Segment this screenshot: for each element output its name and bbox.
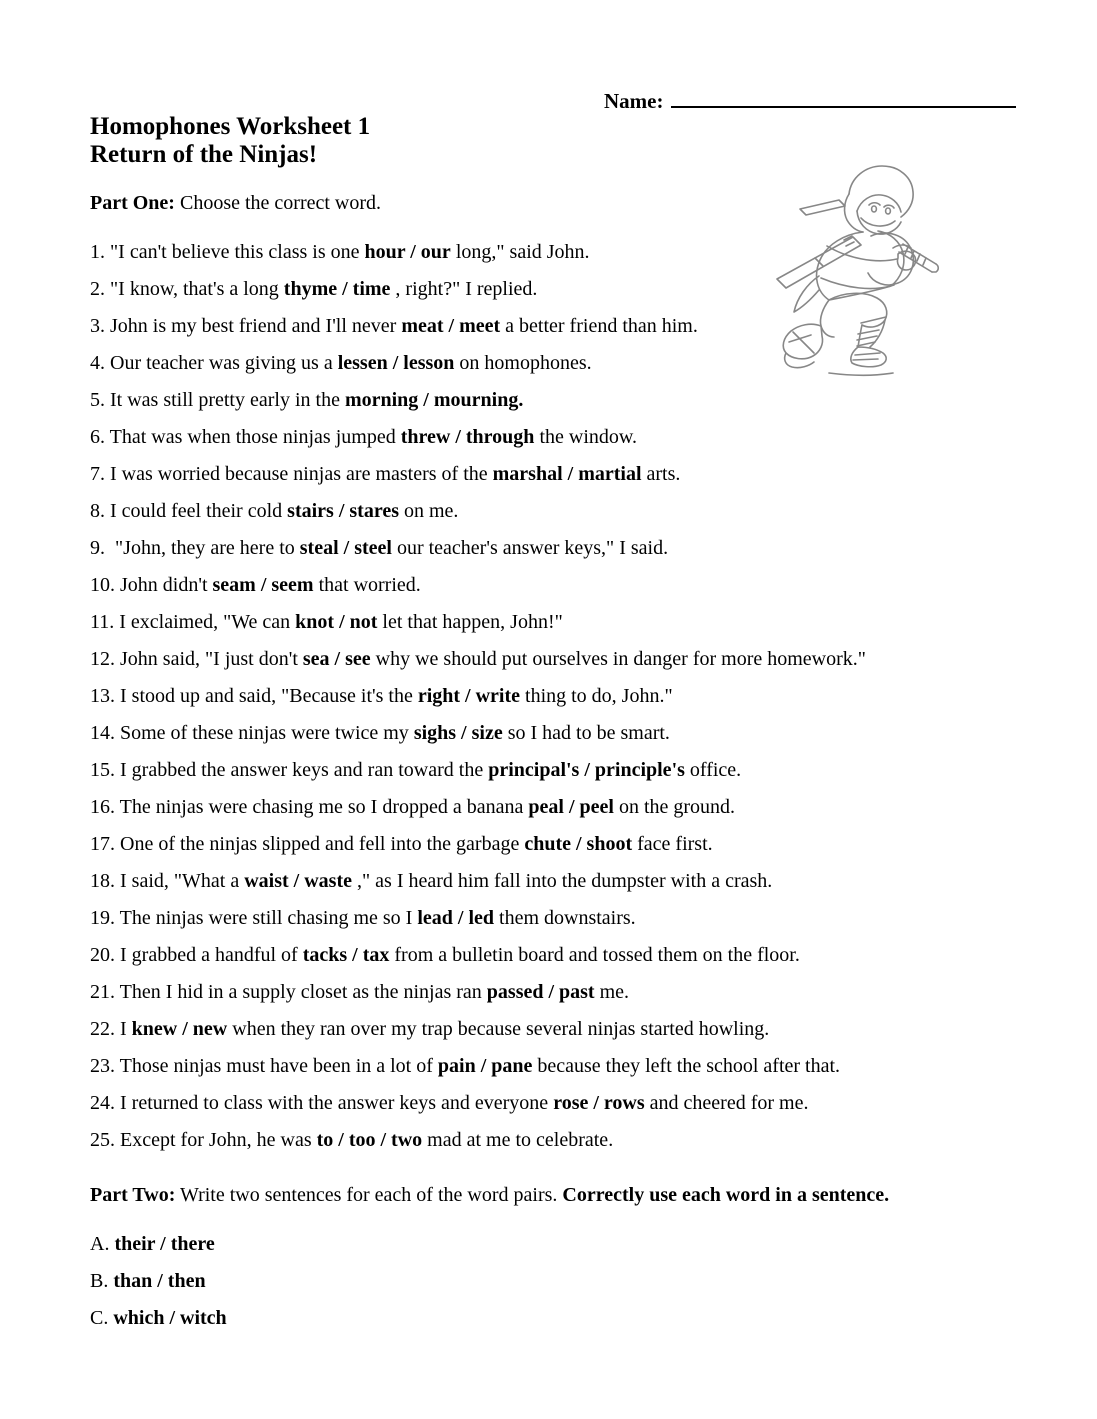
question-25 [90,1128,1017,1153]
word-pair-words: than / then [113,1270,206,1292]
question-text: on me. [399,500,459,522]
homophone-choice: peal / peel [528,796,614,818]
part-two-instructions-bold: Correctly use each word in a sentence. [562,1184,890,1206]
question-text: and cheered for me. [644,1092,809,1114]
question-text: on the ground. [613,796,736,818]
part-two-label: Part Two: [90,1184,176,1206]
homophone-choice: hour / our [364,241,451,263]
question-text: 2. "I know, that's a long [90,278,284,300]
homophone-choice: knew / new [131,1018,228,1040]
part-one-label: Part One: [90,192,175,214]
question-10 [90,573,1017,598]
ninja-clipart-image [773,164,941,378]
question-6 [90,425,1017,450]
name-label: Name: [604,88,664,113]
name-field-row [604,86,1016,114]
word-pair-words: their / there [114,1233,215,1255]
name-blank-line [671,86,1016,108]
homophone-choice: marshal / martial [492,463,642,485]
question-9 [90,536,1017,561]
homophone-choice: knot / not [295,611,378,633]
question-8 [90,499,1017,524]
question-text: 4. Our teacher was giving us a [90,352,338,374]
question-text: mad at me to celebrate. [422,1129,614,1151]
question-text: them downstairs. [494,907,636,929]
homophone-choice: right / write [417,685,521,707]
question-text: 21. Then I hid in a supply closet as the ninjas ran [90,981,487,1003]
question-24 [90,1091,1017,1116]
homophone-choice: rose / rows [553,1092,645,1114]
question-text: 13. I stood up and said, "Because it's the [90,685,418,707]
question-23 [90,1054,1017,1079]
homophone-choice: sighs / size [413,722,503,744]
homophone-choice: tacks / tax [302,944,390,966]
question-text: a better friend than him. [500,315,698,337]
question-text: 18. I said, "What a [90,870,245,892]
question-14 [90,721,1017,746]
question-text: 19. The ninjas were still chasing me so I [90,907,418,929]
question-22 [90,1017,1017,1042]
homophone-choice: to / too / two [316,1129,423,1151]
question-text: 10. John didn't [90,574,213,596]
question-text: 17. One of the ninjas slipped and fell into the garbage [90,833,525,855]
question-text: 23. Those ninjas must have been in a lot of [90,1055,438,1077]
question-20 [90,943,1017,968]
homophone-choice: stairs / stares [287,500,399,522]
question-text: because they left the school after that. [532,1055,841,1077]
question-text: 3. John is my best friend and I'll never [90,315,402,337]
homophone-choice: passed / past [486,981,595,1003]
homophone-choice: seam / seem [212,574,314,596]
question-text: face first. [632,833,713,855]
homophone-choice: lessen / lesson [337,352,455,374]
question-12 [90,647,1017,672]
word-pair-words: which / witch [113,1307,227,1329]
question-text: 11. I exclaimed, "We can [90,611,296,633]
homophone-choice: meat / meet [401,315,501,337]
question-text: thing to do, John." [520,685,673,707]
homophone-choice: thyme / time [283,278,391,300]
part-one-instructions: Choose the correct word. [174,192,382,214]
question-text: , right?" I replied. [390,278,538,300]
question-19 [90,906,1017,931]
word-pair-letter: A. [90,1233,115,1255]
question-7 [90,462,1017,487]
word-pair-b [90,1269,1017,1294]
word-pair-c [90,1306,1017,1331]
word-pair-letter: B. [90,1270,114,1292]
question-text: why we should put ourselves in danger for more homework." [370,648,866,670]
question-text: arts. [641,463,681,485]
question-text: let that happen, John!" [377,611,563,633]
question-text: the window. [534,426,638,448]
homophone-choice: waist / waste [244,870,352,892]
homophone-choice: chute / shoot [524,833,633,855]
question-text: our teacher's answer keys," I said. [391,537,669,559]
question-15 [90,758,1017,783]
homophone-choice: steal / steel [299,537,392,559]
worksheet-title: Homophones Worksheet 1 [90,113,371,140]
question-text: from a bulletin board and tossed them on the floor. [389,944,800,966]
word-pair-list [90,1232,1017,1331]
question-text: on homophones. [454,352,592,374]
question-text: 1. "I can't believe this class is one [90,241,365,263]
question-text: 7. I was worried because ninjas are masters of the [90,463,493,485]
question-text: 14. Some of these ninjas were twice my [90,722,414,744]
question-text: so I had to be smart. [502,722,670,744]
question-16 [90,795,1017,820]
question-text: when they ran over my trap because several ninjas started howling. [227,1018,770,1040]
question-text: office. [684,759,742,781]
homophone-choice: morning / mourning. [344,389,524,411]
word-pair-letter: C. [90,1307,114,1329]
part-two-heading [90,1183,1017,1208]
question-21 [90,980,1017,1005]
homophone-choice: lead / led [417,907,495,929]
question-text: 16. The ninjas were chasing me so I dropped a banana [90,796,529,818]
question-11 [90,610,1017,635]
question-text: 24. I returned to class with the answer keys and everyone [90,1092,554,1114]
question-text: 20. I grabbed a handful of [90,944,303,966]
word-pair-a [90,1232,1017,1257]
homophone-choice: sea / see [302,648,371,670]
homophone-choice: principal's / principle's [488,759,685,781]
worksheet-subtitle: Return of the Ninjas! [90,141,318,168]
part-two-instructions: Write two sentences for each of the word pairs. [175,1184,563,1206]
question-13 [90,684,1017,709]
question-text: 15. I grabbed the answer keys and ran toward the [90,759,489,781]
question-text: that worried. [313,574,421,596]
question-text: long," said John. [450,241,590,263]
question-text: 8. I could feel their cold [90,500,288,522]
question-17 [90,832,1017,857]
question-5 [90,388,1017,413]
question-text: ," as I heard him fall into the dumpster with a crash. [352,870,773,892]
question-text: 9. "John, they are here to [90,537,300,559]
question-text: 12. John said, "I just don't [90,648,303,670]
question-text: me. [594,981,630,1003]
question-text: 25. Except for John, he was [90,1129,317,1151]
question-text: 6. That was when those ninjas jumped [90,426,401,448]
question-text: 5. It was still pretty early in the [90,389,345,411]
question-18 [90,869,1017,894]
homophone-choice: pain / pane [437,1055,533,1077]
homophone-choice: threw / through [400,426,535,448]
question-text: 22. I [90,1018,132,1040]
